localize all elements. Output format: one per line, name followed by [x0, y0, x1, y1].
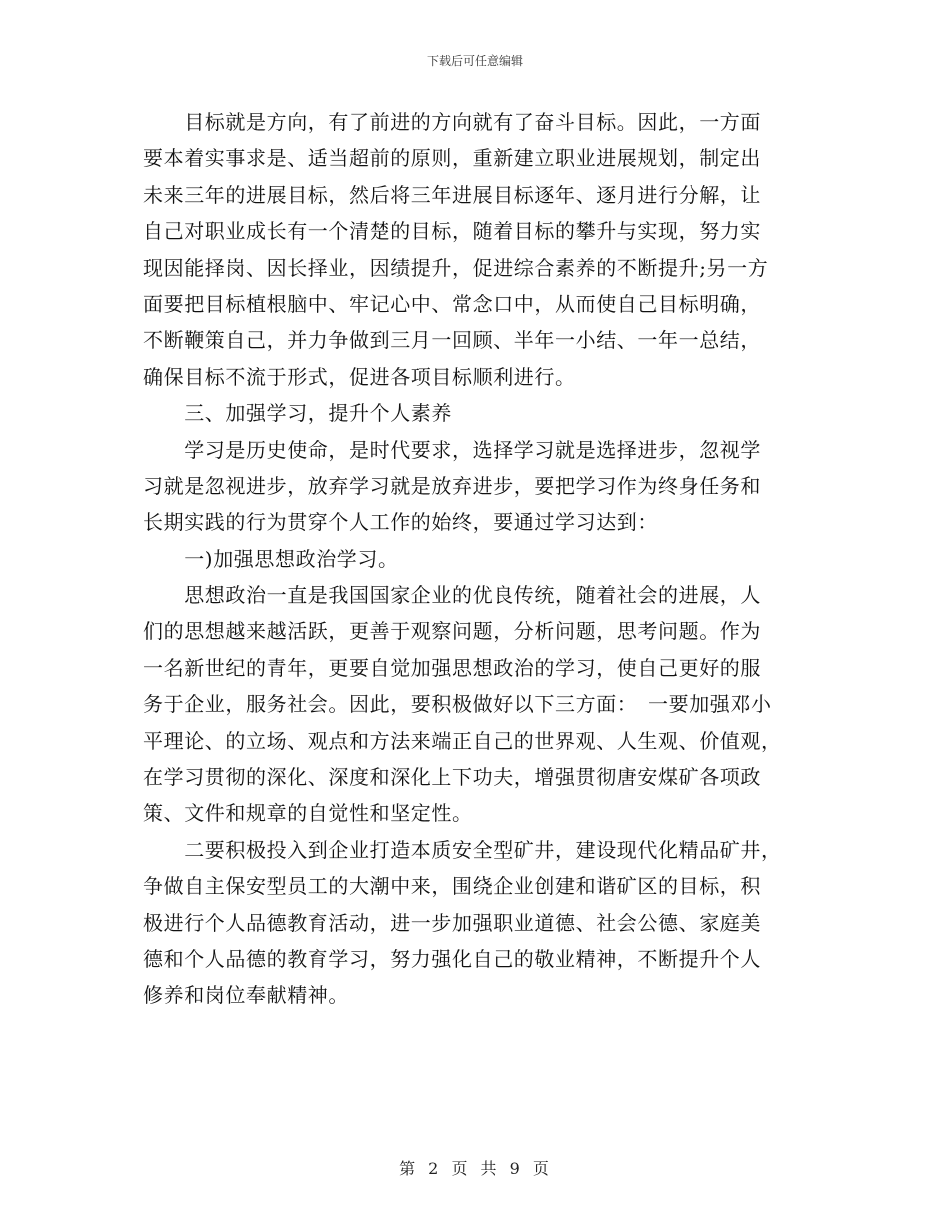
body-line: 习就是忽视进步，放弃学习就是放弃进步，要把学习作为终身任务和 [143, 473, 761, 498]
body-line: 在学习贯彻的深化、深度和深化上下功夫，增强贯彻唐安煤矿各项政 [143, 765, 761, 790]
body-line: 思想政治一直是我国国家企业的优良传统，随着社会的进展，人 [143, 583, 761, 608]
body-line: 要本着实事求是、适当超前的原则，重新建立职业进展规划，制定出 [143, 146, 761, 171]
body-line: 德和个人品德的教育学习，努力强化自己的敬业精神，不断提升个人 [143, 946, 761, 971]
page-number-footer: 第 2 页 共 9 页 [399, 1159, 551, 1178]
body-line: 一名新世纪的青年，更要自觉加强思想政治的学习，使自己更好的服 [143, 655, 761, 680]
body-line: 现因能择岗、因长择业，因绩提升，促进综合素养的不断提升;另一方 [143, 255, 769, 280]
body-line: 目标就是方向，有了前进的方向就有了奋斗目标。因此，一方面 [143, 110, 761, 134]
page-header: 下载后可任意编辑 [426, 54, 523, 68]
body-line: 学习是历史使命，是时代要求，选择学习就是选择进步，忽视学 [143, 437, 761, 462]
body-line: 务于企业，服务社会。因此，要积极做好以下三方面： 一要加强邓小 [143, 692, 772, 717]
document-body [143, 104, 813, 1014]
body-line: 极进行个人品德教育活动，进一步加强职业道德、社会公德、家庭美 [143, 910, 761, 935]
subsection-heading: 一)加强思想政治学习。 [143, 546, 399, 571]
body-line: 长期实践的行为贯穿个人工作的始终，要通过学习达到： [143, 510, 658, 535]
body-line: 确保目标不流于形式，促进各项目标顺利进行。 [143, 364, 576, 389]
body-line: 修养和岗位奉献精神。 [143, 983, 349, 1008]
body-line: 们的思想越来越活跃，更善于观察问题，分析问题，思考问题。作为 [143, 619, 761, 644]
body-line: 不断鞭策自己，并力争做到三月一回顾、半年一小结、一年一总结， [143, 328, 761, 353]
body-line: 策、文件和规章的自觉性和坚定性。 [143, 801, 473, 826]
body-line: 面要把目标植根脑中、牢记心中、常念口中，从而使自己目标明确， [143, 291, 761, 316]
body-line: 二要积极投入到企业打造本质安全型矿井，建设现代化精品矿井， [143, 837, 782, 862]
section-heading: 三、加强学习，提升个人素养 [143, 401, 452, 426]
body-line: 平理论、的立场、观点和方法来端正自己的世界观、人生观、价值观， [143, 728, 782, 753]
body-line: 争做自主保安型员工的大潮中来，围绕企业创建和谐矿区的目标，积 [143, 874, 761, 899]
body-line: 自己对职业成长有一个清楚的目标，随着目标的攀升与实现，努力实 [143, 219, 761, 244]
body-line: 未来三年的进展目标，然后将三年进展目标逐年、逐月进行分解，让 [143, 182, 761, 207]
